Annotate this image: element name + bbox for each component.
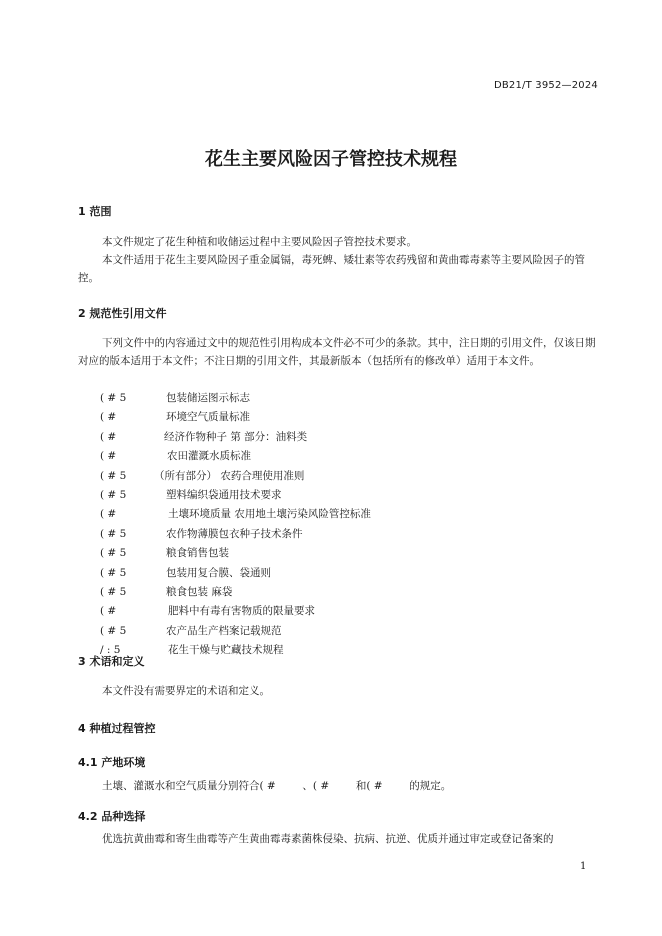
section-4-heading: 4 种植过程管控 [78, 722, 156, 735]
reference-title: 农田灌溉水质标准 [167, 450, 251, 463]
section-4-2-paragraph-1: 优选抗黄曲霉和寄生曲霉等产生黄曲霉毒素菌株侵染、抗病、抗逆、优质并通过审定或登记备案的 [102, 833, 554, 845]
reference-item [100, 544, 600, 563]
reference-item [100, 389, 600, 408]
reference-code: ( # 5 [100, 469, 127, 482]
reference-item [100, 505, 600, 524]
reference-item [100, 622, 600, 641]
reference-item [100, 602, 600, 621]
reference-item [100, 408, 600, 427]
reference-title: 土壤环境质量 农用地土壤污染风险管控标准 [168, 508, 371, 521]
reference-code: ( # [100, 450, 117, 463]
reference-item [100, 641, 600, 660]
section-2-paragraph-1: 下列文件中的内容通过文中的规范性引用构成本文件必不可少的条款。其中，注日期的引用文件，仅该日期对应的版本适用于本文件；不注日期的引用文件，其最新版本（包括所有的修改单）适用于本文件。 [78, 337, 596, 367]
reference-code: ( # 5 [100, 547, 127, 560]
reference-title: 塑料编织袋通用技术要求 [166, 488, 282, 501]
reference-title: 粮食销售包装 [166, 547, 229, 560]
section-1-paragraph-1: 本文件规定了花生种植和收储运过程中主要风险因子管控技术要求。 [102, 236, 417, 248]
page-number: 1 [580, 861, 587, 872]
section-3-heading: 3 术语和定义 [78, 655, 145, 668]
reference-code: ( # 5 [100, 392, 127, 404]
section-1-paragraph-2: 本文件适用于花生主要风险因子重金属镉，毒死蜱、矮壮素等农药残留和黄曲霉毒素等主要风险因子的管控。 [78, 254, 585, 284]
reference-title: （所有部分） 农药合理使用准则 [154, 469, 305, 482]
document-title: 花生主要风险因子管控技术规程 [205, 149, 457, 170]
reference-code: ( # 5 [100, 624, 127, 637]
reference-code: ( # 5 [100, 527, 127, 540]
reference-code: ( # [100, 430, 117, 443]
standard-code: DB21/T 3952—2024 [493, 80, 598, 91]
reference-code: / : 5 [100, 644, 121, 657]
section-4-1-paragraph-1: 土壤、灌溉水和空气质量分别符合( # 、( # 和( # 的规定。 [102, 780, 452, 792]
reference-item [100, 447, 600, 466]
reference-title: 包装用复合膜、袋通则 [166, 566, 271, 579]
reference-title: 环境空气质量标准 [166, 411, 250, 424]
reference-code: ( # 5 [100, 488, 127, 501]
reference-title: 花生干燥与贮藏技术规程 [168, 644, 284, 657]
reference-code: ( # 5 [100, 585, 127, 598]
reference-title: 经济作物种子 第 部分：油料类 [164, 430, 308, 443]
reference-item [100, 486, 600, 505]
reference-code: ( # [100, 508, 117, 521]
reference-title: 粮食包装 麻袋 [166, 585, 233, 598]
section-1-heading: 1 范围 [78, 205, 112, 218]
reference-title: 农作物薄膜包衣种子技术条件 [166, 527, 303, 540]
reference-title: 包装储运图示标志 [166, 392, 250, 404]
reference-item [100, 428, 600, 447]
reference-code: ( # 5 [100, 566, 127, 579]
reference-item [100, 564, 600, 583]
reference-code: ( # [100, 411, 117, 424]
reference-title: 肥料中有毒有害物质的限量要求 [168, 605, 315, 618]
reference-code: ( # [100, 605, 117, 618]
reference-item [100, 583, 600, 602]
reference-title: 农产品生产档案记载规范 [166, 624, 282, 637]
section-2-heading: 2 规范性引用文件 [78, 307, 167, 320]
reference-list [100, 389, 600, 660]
section-3-paragraph-1: 本文件没有需要界定的术语和定义。 [102, 685, 270, 697]
reference-item [100, 525, 600, 544]
section-4-1-heading: 4.1 产地环境 [78, 756, 146, 769]
reference-item [100, 467, 600, 486]
section-4-2-heading: 4.2 品种选择 [78, 810, 146, 823]
